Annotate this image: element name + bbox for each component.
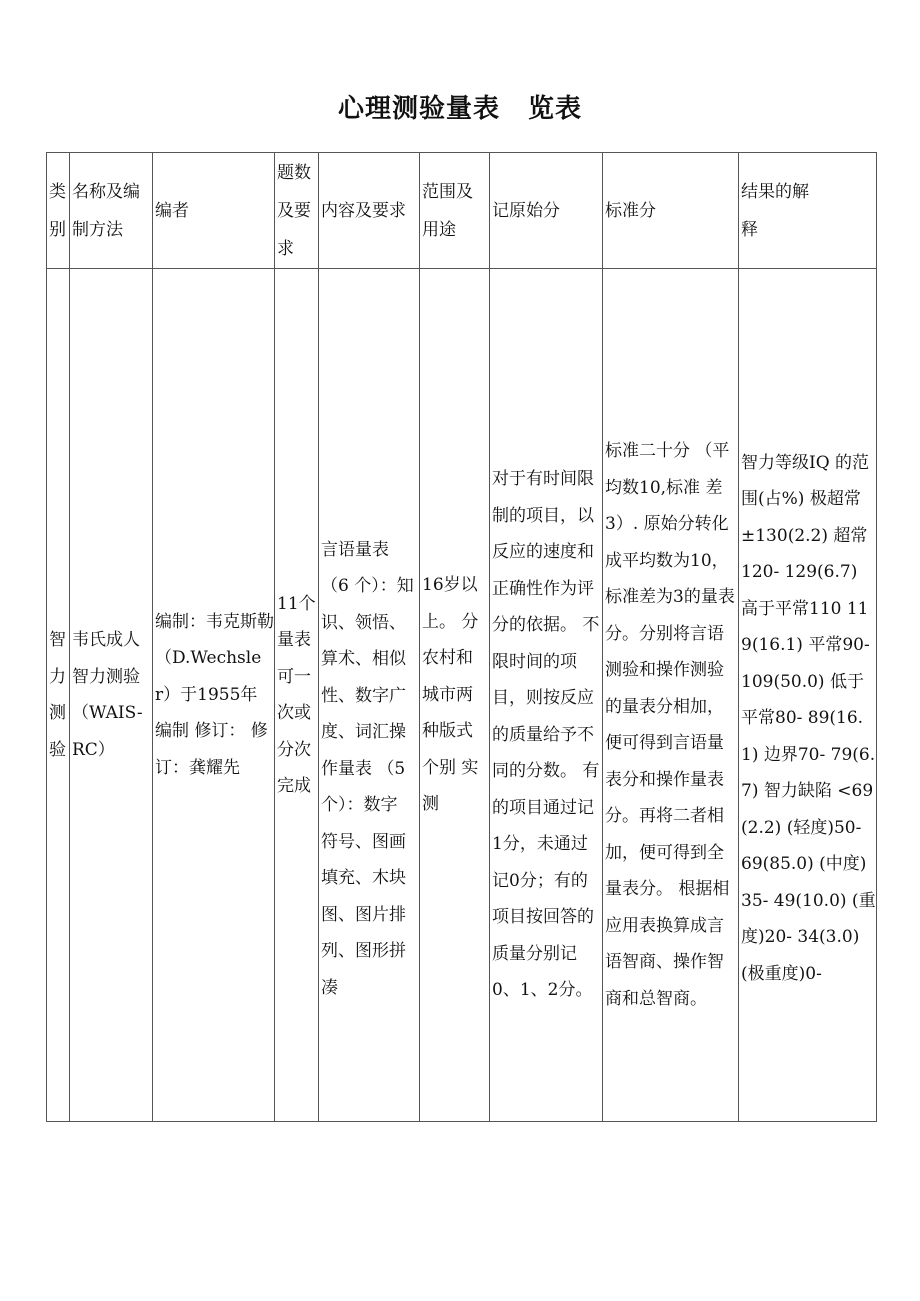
cell-interpretation xyxy=(739,269,877,1122)
header-raw-score: 记原始分 xyxy=(490,153,603,269)
header-content: 内容及要求 xyxy=(319,153,420,269)
cell-items: 11个量表 可一次或分次完成 xyxy=(275,269,319,1122)
title-part-1: 心理测验量表 xyxy=(337,94,500,124)
cell-author: 编制：韦克斯勒 （D.Wechsler）于1955年编制 修订： 修订：龚耀先 xyxy=(153,269,275,1122)
header-standard-score: 标准分 xyxy=(603,153,739,269)
cell-raw-score xyxy=(490,269,603,1122)
header-interpretation xyxy=(739,153,877,269)
cell-interpretation-text: 智力等级IQ 的范围(占%) 极超常 ±130(2.2) 超常120- 129(6.7) 高于平常110 119(16.1) 平常90- 109(50.0) 低于平常80- 89(16.1) 边界70- 79(6.7) 智力缺陷 <69(2.2) (轻度)50- 69(85.0) (中度)35- 49(10.0) (重度)20- 34(3.0) (极重度)0- xyxy=(741,452,876,984)
header-interpretation-line1: 结果的解 xyxy=(741,181,809,202)
header-category: 类别 xyxy=(47,153,70,269)
table-row xyxy=(47,269,877,1122)
cell-standard-score-text: 标准二十分 （平 均数10,标准 差3）. 原始分转化成平均数为10，标准差为3的量表分。分别将言语测验和操作测验的量表分相加，便可得到言语量表分和操作量表分。再将二者相加，便可得到全量表分。 根据相应用表换算成言语智商、操作智商和总智商。 xyxy=(605,441,735,1009)
header-items: 题数及要求 xyxy=(275,153,319,269)
cell-category: 智力测验 xyxy=(47,269,70,1122)
header-name: 名称及编制方法 xyxy=(70,153,153,269)
document-title xyxy=(0,88,920,125)
title-part-2: 览表 xyxy=(528,94,583,124)
header-range: 范围及用途 xyxy=(420,153,490,269)
cell-content xyxy=(319,269,420,1122)
header-author: 编者 xyxy=(153,153,275,269)
header-interpretation-line2: 释 xyxy=(741,219,758,240)
cell-range: 16岁以上。 分农村和城市两种版式 个别 实 测 xyxy=(420,269,490,1122)
psych-test-table xyxy=(46,152,877,1122)
header-row xyxy=(47,153,877,269)
cell-name: 韦氏成人智力测验（WAIS-RC） xyxy=(70,269,153,1122)
cell-content-text: 言语量表 （6 个）：知 识、领悟、 算术、相似性、数字广度、词汇操作量表 （5 个）：数字 符号、图画填充、木块图、图片排列、图形拼凑 xyxy=(321,539,414,998)
cell-raw-score-text: 对于有时间限制的项目，以反应的速度和正确性作为评分的依据。 不限时间的项目，则按反应的质量给予不同的分数。 有的项目通过记1分，未通过记0分；有的项目按回答的质量分别记0、1、2分。 xyxy=(492,469,600,1001)
cell-standard-score xyxy=(603,269,739,1122)
